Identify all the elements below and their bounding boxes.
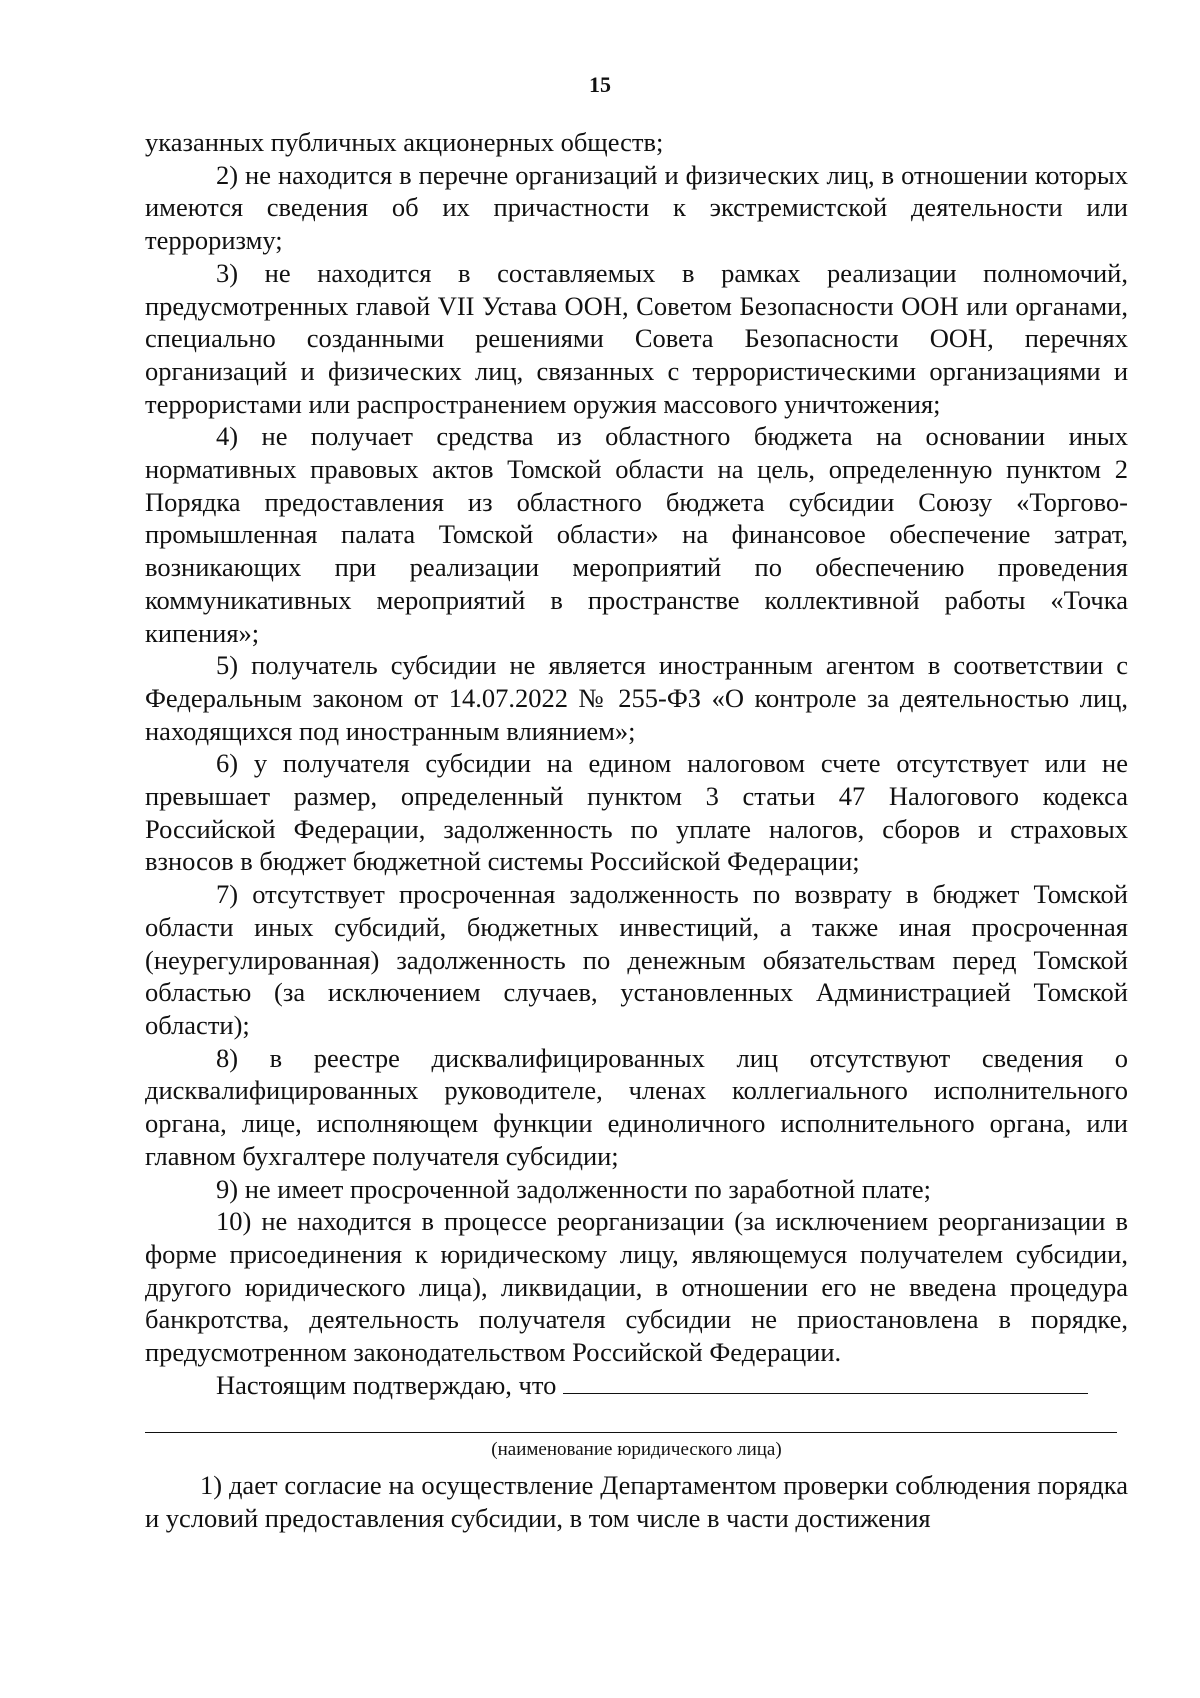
confirmation-line xyxy=(145,1369,1128,1402)
list-item-5: 5) получатель субсидии не является иностранным агентом в соответствии с Федеральным законом от 14.07.2022 № 255-ФЗ «О контроле за деятельностью лиц, находящихся под иностранным влиянием»; xyxy=(145,650,1128,746)
list-item-2: 2) не находится в перечне организаций и физических лиц, в отношении которых имеются сведения об их причастности к экстремистской деятельности или терроризму; xyxy=(145,159,1128,256)
list-item-8: 8) в реестре дисквалифицированных лиц отсутствуют сведения о дисквалифицированных руководителе, членах коллегиального исполнительного органа, лице, исполняющем функции единоличного исполнительного органа, или главном бухгалтере получателя субсидии; xyxy=(145,1042,1128,1171)
list-item-6: 6) у получателя субсидии на едином налоговом счете отсутствует или не превышает размер, определенный пунктом 3 статьи 47 Налогового кодекса Российской Федерации, задолженность по уплате налогов, сборов и страховых взносов в бюджет бюджетной системы Российской Федерации; xyxy=(145,748,1128,877)
list-item-4: 4) не получает средства из областного бюджета на основании иных нормативных правовых актов Томской области на цель, определенную пунктом 2 Порядка предоставления из областного бюджета субсидии Союзу «Торгово-промышленная палата Томской области» на финансовое обеспечение затрат, возникающих при реализации мероприятий по обеспечению проведения коммуникативных мероприятий в пространстве коллективной работы «Точка кипения»; xyxy=(145,421,1128,648)
list-item-3: 3) не находится в составляемых в рамках реализации полномочий, предусмотренных главой VII Устава ООН, Советом Безопасности ООН или органами, специально созданными решениями Совета Безопасности ООН, перечнях организаций и физических лиц, связанных с террористическими организациями и террористами или распространением оружия массового уничтожения; xyxy=(145,257,1128,419)
consent-item-1: 1) дает согласие на осуществление Департаментом проверки соблюдения порядка и условий предоставления субсидии, в том числе в части достижения xyxy=(145,1470,1128,1534)
document-body xyxy=(145,126,1128,1535)
field-caption: (наименование юридического лица) xyxy=(491,1439,782,1461)
list-item-10: 10) не находится в процессе реорганизации (за исключением реорганизации в форме присоединения к юридическому лицу, являющемуся получателем субсидии, другого юридического лица), ликвидации, в отношении его не введена процедура банкротства, деятельность получателя субсидии не приостановлена в порядке, предусмотренном законодательством Российской Федерации. xyxy=(145,1206,1128,1368)
list-item-7: 7) отсутствует просроченная задолженность по возврату в бюджет Томской области иных субсидий, бюджетных инвестиций, а также иная просроченная (неурегулированная) задолженность по денежным обязательствам перед Томской областью (за исключением случаев, установленных Администрацией Томской области); xyxy=(145,879,1128,1040)
list-item-9: 9) не имеет просроченной задолженности по заработной плате; xyxy=(216,1173,932,1204)
paragraph-continuation: указанных публичных акционерных обществ; xyxy=(145,127,664,157)
confirmation-text: Настоящим подтверждаю, что xyxy=(216,1369,557,1400)
legal-entity-name-field[interactable] xyxy=(563,1369,1088,1394)
legal-entity-name-field-line-2[interactable] xyxy=(145,1401,1117,1433)
page-number: 15 xyxy=(589,72,611,97)
